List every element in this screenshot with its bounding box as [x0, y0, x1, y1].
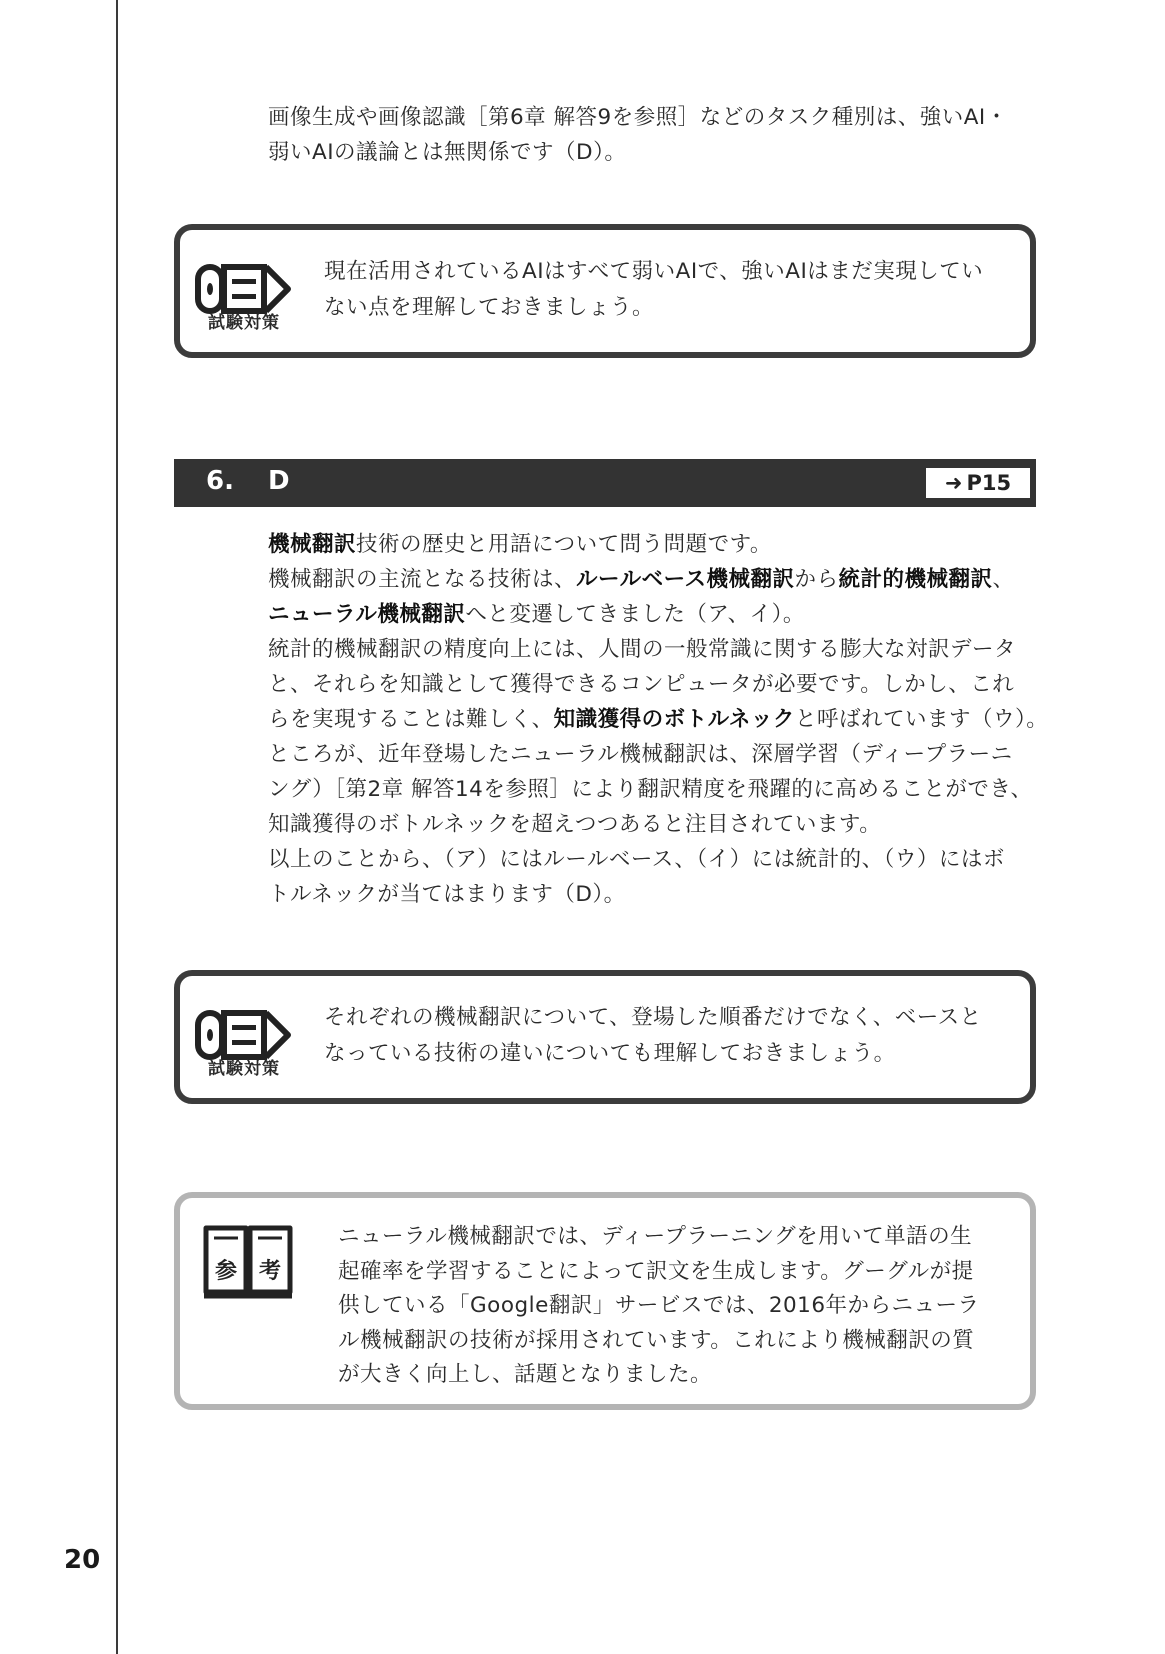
explanation-text: へと変遷してきました（ア、イ）。: [465, 602, 805, 627]
reference-text: [338, 1220, 980, 1393]
section-answer: D: [268, 466, 290, 496]
exam-tip-label: 試験対策: [208, 313, 280, 333]
explanation-paragraph: [268, 527, 1048, 912]
arrow-right-icon: ➜: [944, 471, 963, 495]
explanation-text: 技術の歴史と用語について問う問題です。: [356, 532, 772, 557]
reference-box: [174, 1192, 1036, 1410]
exam-tip-box-2: [174, 970, 1036, 1104]
exam-tip-line-1: 現在活用されているAIはすべて弱いAIで、強いAIはまだ実現してい: [324, 259, 984, 284]
page-number: 20: [64, 1545, 101, 1575]
exam-tip-line-2: ない点を理解しておきましょう。: [324, 295, 655, 320]
exam-tip-text: [324, 1000, 982, 1072]
book-icon-char-1: 参: [214, 1259, 238, 1284]
explanation-text: らを実現することは難しく、: [268, 707, 554, 732]
page-reference-badge: [926, 468, 1030, 498]
explanation-text: から: [794, 567, 839, 592]
explanation-text: と呼ばれています（ウ）。: [794, 707, 1049, 732]
intro-paragraph: [268, 100, 1008, 170]
reference-line: が大きく向上し、話題となりました。: [338, 1362, 713, 1387]
book-icon-char-2: 考: [258, 1259, 282, 1284]
exam-tip-line-1: それぞれの機械翻訳について、登場した順番だけでなく、ベースと: [324, 1005, 982, 1030]
intro-line-2: 弱いAIの議論とは無関係です（D）。: [268, 140, 627, 165]
explanation-text: ところが、近年登場したニューラル機械翻訳は、深層学習（ディープラーニ: [268, 742, 1013, 767]
term-neural: ニューラル機械翻訳: [268, 602, 466, 627]
explanation-text: 以上のことから、（ア）にはルールベース、（イ）には統計的、（ウ）にはボ: [268, 847, 1005, 872]
term-knowledge-bottleneck: 知識獲得のボトルネック: [553, 707, 795, 732]
section-header-bar: [174, 459, 1036, 507]
exam-tip-label: 試験対策: [208, 1059, 280, 1079]
explanation-text: トルネックが当てはまります（D）。: [268, 882, 626, 907]
exam-tip-text: [324, 254, 983, 326]
term-machine-translation: 機械翻訳: [268, 532, 357, 557]
exam-tip-line-2: なっている技術の違いについても理解しておきましょう。: [324, 1041, 896, 1066]
page-reference-label: P15: [966, 471, 1012, 495]
reference-line: ル機械翻訳の技術が採用されています。これにより機械翻訳の質: [338, 1327, 975, 1353]
explanation-text: と、それらを知識として獲得できるコンピュータが必要です。しかし、これ: [268, 672, 1015, 697]
section-number: 6.: [206, 466, 234, 496]
page-margin-rule: [116, 0, 118, 1654]
term-statistical: 統計的機械翻訳: [838, 567, 993, 592]
reference-line: ニューラル機械翻訳では、ディープラーニングを用いて単語の生: [338, 1224, 973, 1249]
intro-line-1: 画像生成や画像認識［第6章 解答9を参照］などのタスク種別は、強いAI・: [268, 105, 1008, 130]
explanation-text: 知識獲得のボトルネックを超えつつあると注目されています。: [268, 812, 882, 837]
explanation-text: ング）［第2章 解答14を参照］により翻訳精度を飛躍的に高めることができ、: [268, 777, 1033, 802]
explanation-text: 統計的機械翻訳の精度向上には、人間の一般常識に関する膨大な対訳データ: [268, 637, 1017, 662]
explanation-text: 、: [992, 567, 1015, 592]
exam-tip-box-1: [174, 224, 1036, 358]
book-icon: [202, 1222, 294, 1302]
explanation-text: 機械翻訳の主流となる技術は、: [268, 567, 577, 592]
term-rule-based: ルールベース機械翻訳: [576, 567, 795, 592]
reference-line: 起確率を学習することによって訳文を生成します。グーグルが提: [338, 1258, 974, 1284]
reference-line: 供している「Google翻訳」サービスでは、2016年からニューラ: [338, 1293, 980, 1318]
